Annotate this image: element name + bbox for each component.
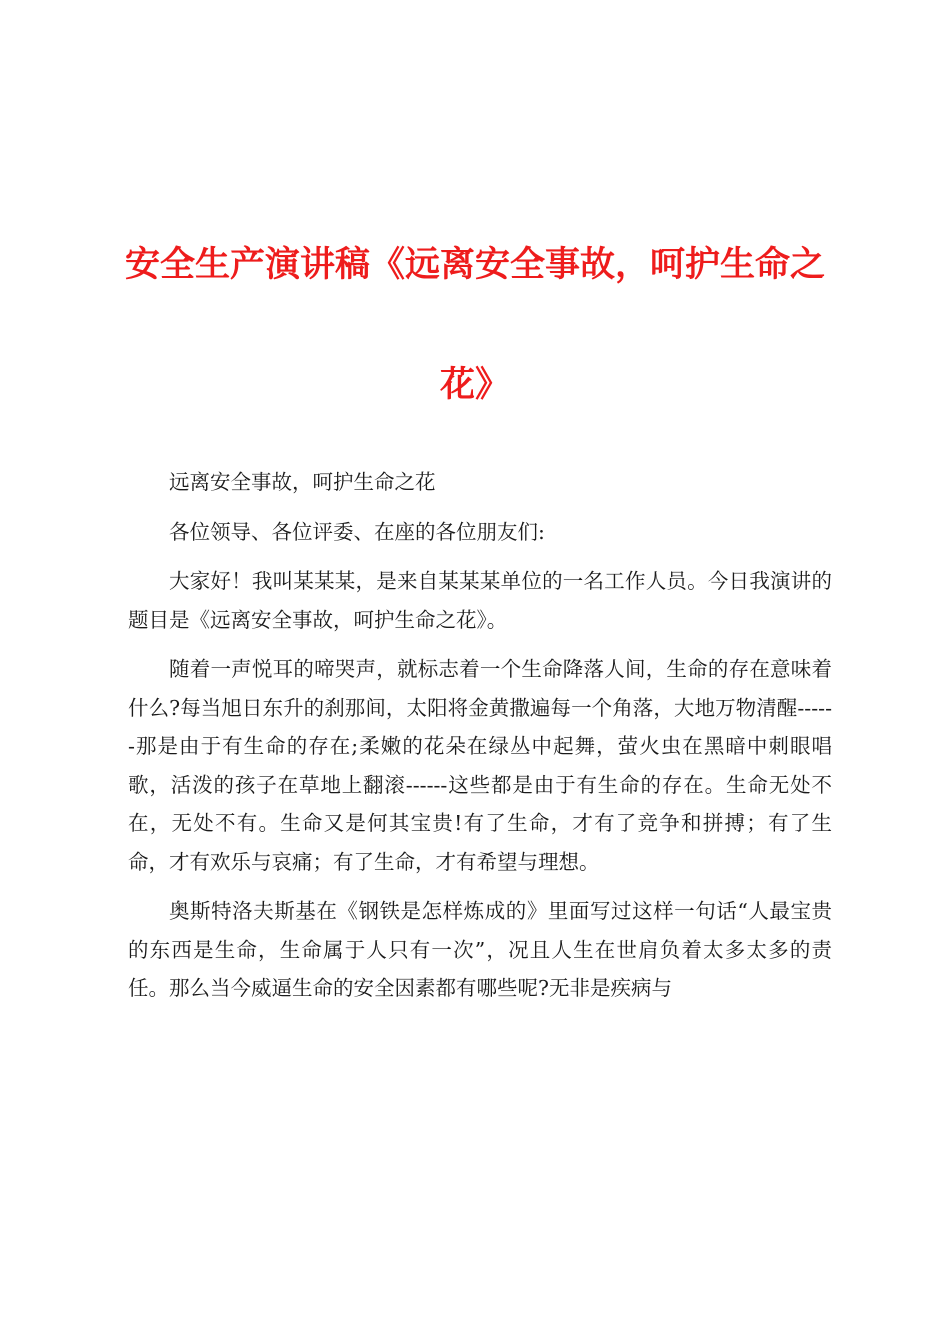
body-paragraph: 随着一声悦耳的啼哭声，就标志着一个生命降落人间，生命的存在意味着什么?每当旭日东升的刹那间，太阳将金黄撒遍每一个角落，大地万物清醒------那是由于有生命的存在;柔嫩的花朵在绿丛中起舞，萤火虫在黑暗中刺眼唱歌，活泼的孩子在草地上翻滚------这些都是由于有生命的存在。生命无处不在，无处不有。生命又是何其宝贵!有了生命，才有了竞争和拼搏；有了生命，才有欢乐与哀痛；有了生命，才有希望与理想。 bbox=[128, 657, 832, 874]
document-body bbox=[128, 463, 832, 1019]
body-paragraph: 奥斯特洛夫斯基在《钢铁是怎样炼成的》里面写过这样一句话“人最宝贵的东西是生命，生命属于人只有一次”，况且人生在世肩负着太多太多的责任。那么当今威逼生命的安全因素都有哪些呢?无非是疾病与 bbox=[128, 899, 832, 1000]
speech-heading: 远离安全事故，呵护生命之花 bbox=[169, 470, 436, 494]
body-paragraph: 大家好！我叫某某某，是来自某某某单位的一名工作人员。今日我演讲的题目是《远离安全事故，呵护生命之花》。 bbox=[128, 569, 832, 632]
salutation: 各位领导、各位评委、在座的各位朋友们: bbox=[169, 519, 545, 544]
document-title: 安全生产演讲稿《远离安全事故，呵护生命之花》 bbox=[124, 245, 825, 405]
